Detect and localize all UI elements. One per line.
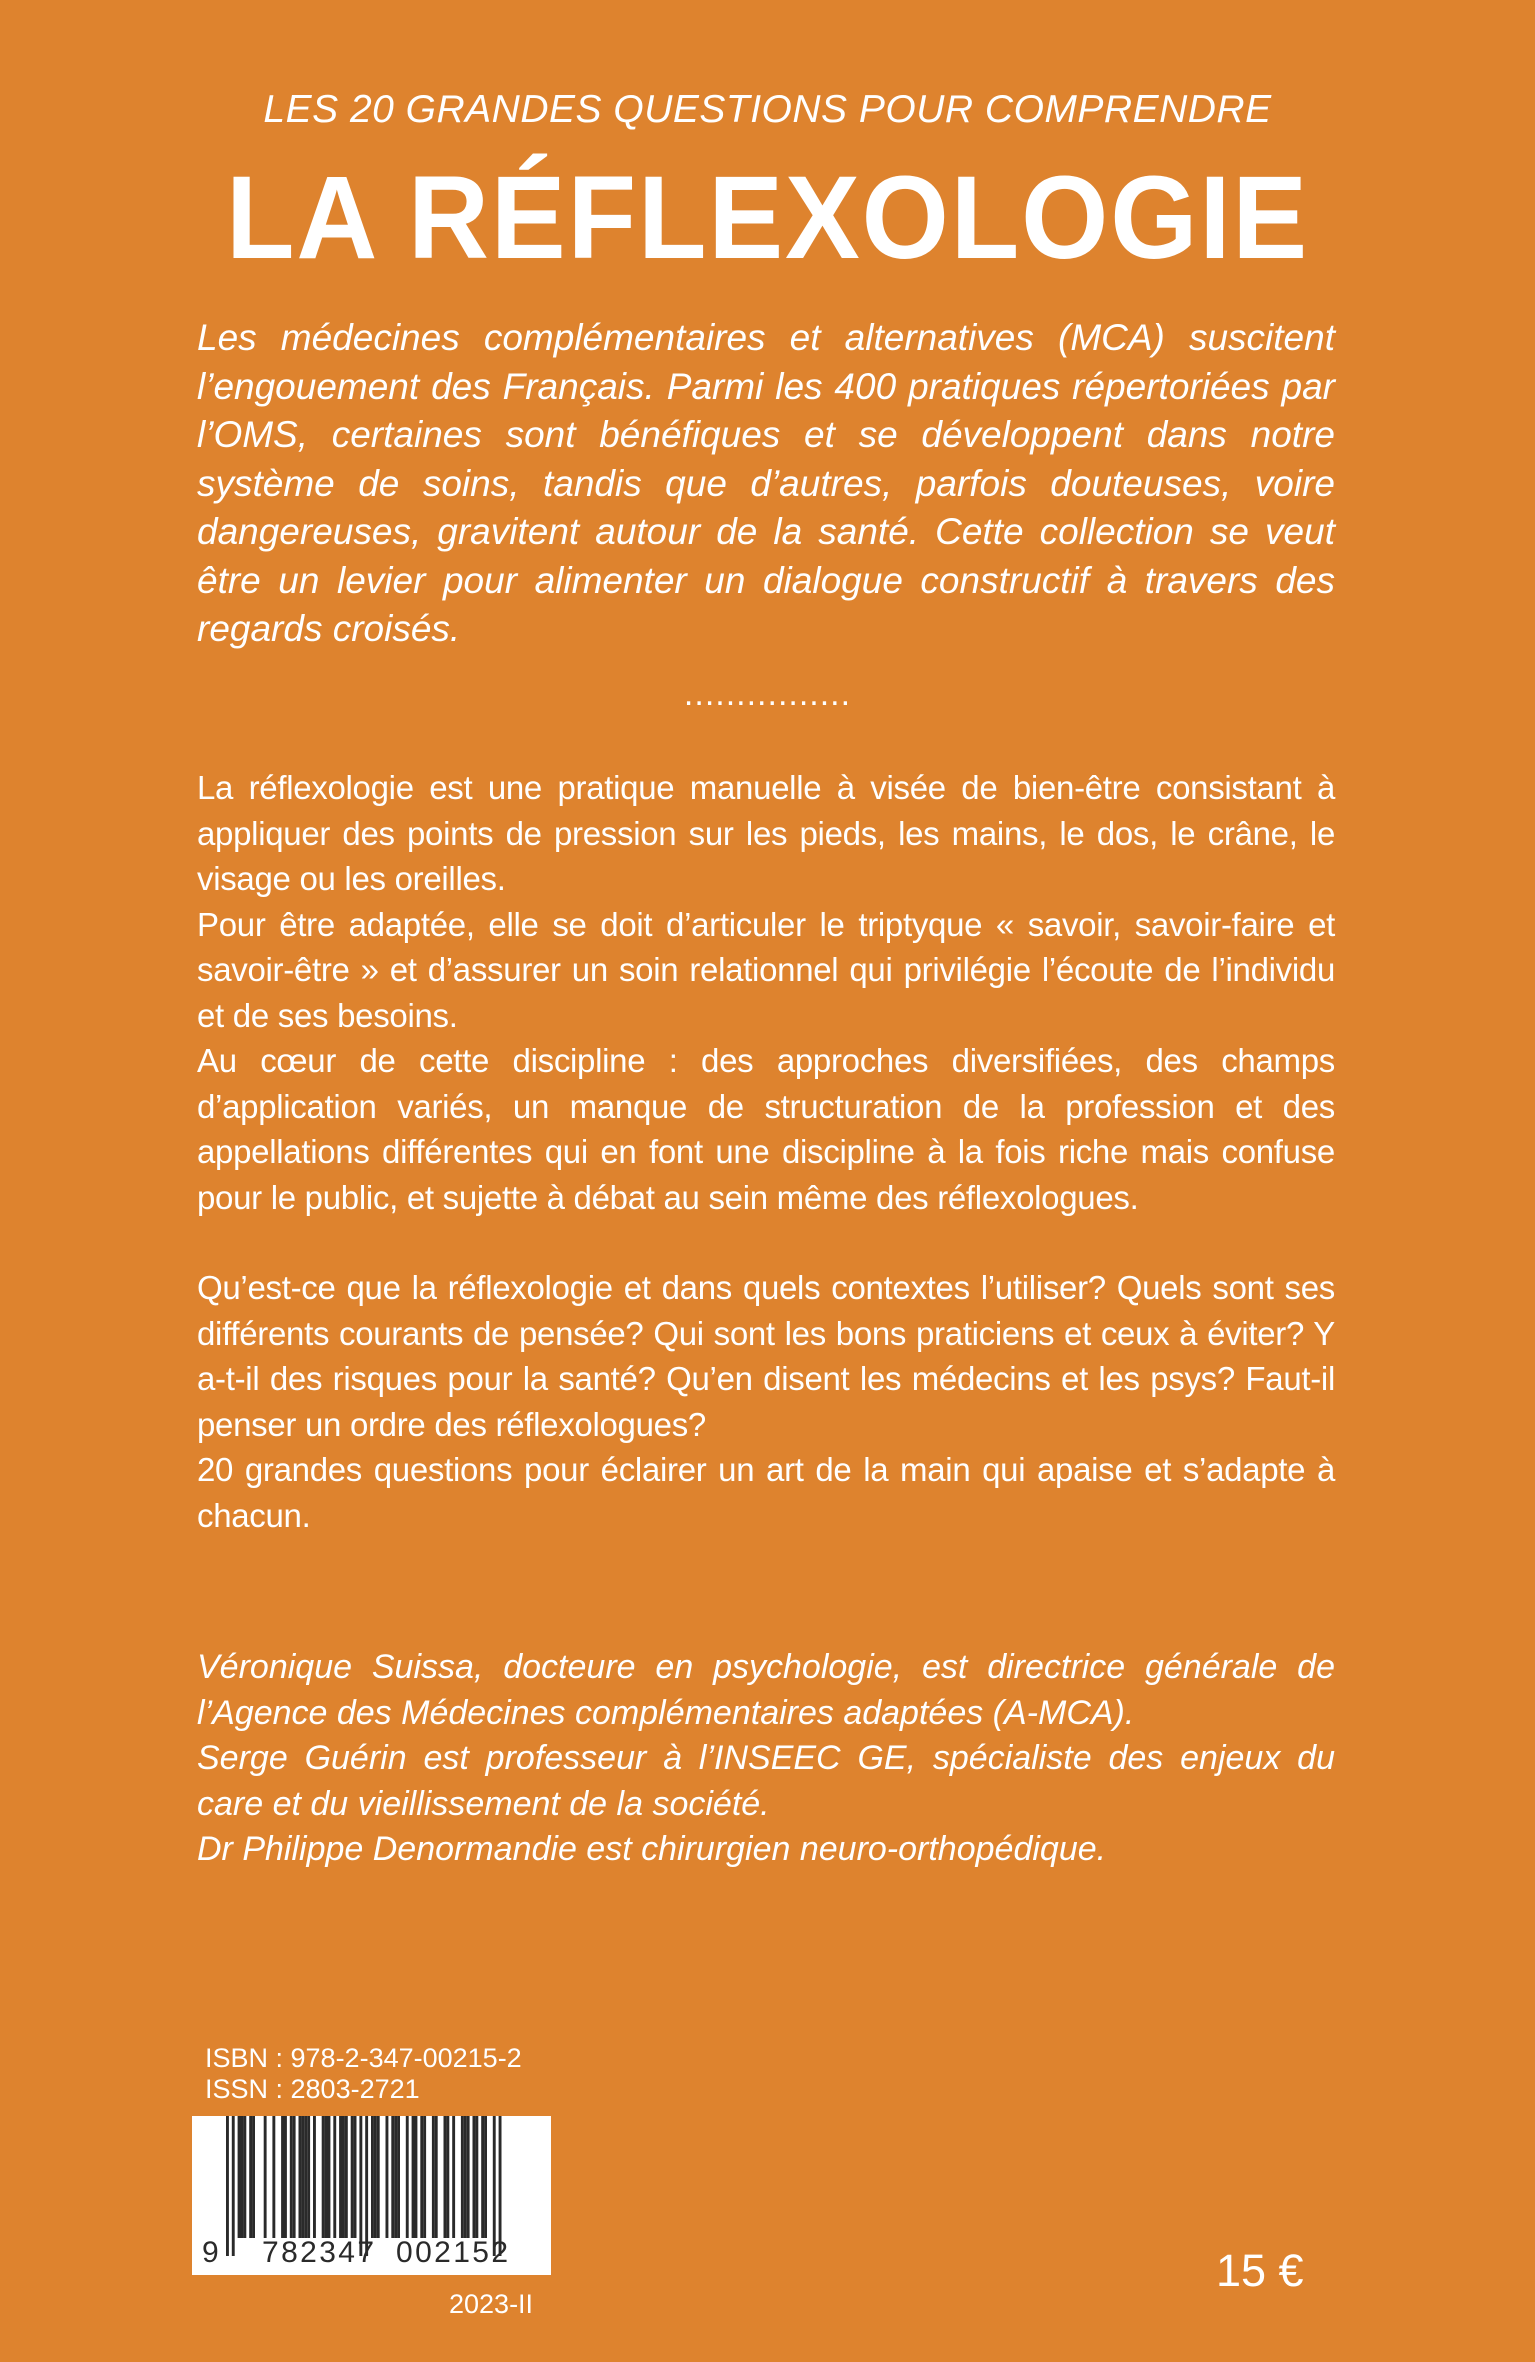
barcode-bar — [475, 2116, 478, 2238]
barcode-bar — [493, 2116, 496, 2256]
barcode-bar — [345, 2116, 348, 2238]
barcode-bar — [351, 2116, 354, 2238]
barcode-bar — [333, 2116, 336, 2238]
barcode-bar — [446, 2116, 449, 2238]
description-paragraph: La réflexologie est une pratique manuelle à visée de bien-être consistant à appliquer des points de pression sur les pieds, les mains, le dos, le crâne, le visage ou les oreilles. — [197, 769, 1335, 897]
barcode-bar — [499, 2116, 502, 2256]
barcode-bar — [241, 2116, 244, 2238]
barcode-bar — [461, 2116, 464, 2238]
barcode-bar — [328, 2116, 331, 2238]
series-title: LES 20 GRANDES QUESTIONS POUR COMPRENDRE — [263, 88, 1272, 131]
barcode-bar — [342, 2116, 345, 2238]
barcode-bar — [377, 2116, 380, 2238]
barcode-bar — [304, 2116, 307, 2238]
barcode-bar — [444, 2116, 447, 2238]
barcode-bar — [264, 2116, 267, 2238]
barcode-bar — [397, 2116, 400, 2238]
barcode-bar — [432, 2116, 435, 2238]
barcode-bar — [243, 2116, 246, 2238]
author-bio: Serge Guérin est professeur à l’INSEEC GE, spécialiste des enjeux du care et du vieillissement de la société. — [197, 1739, 1335, 1823]
edition-code: 2023-II — [449, 2289, 534, 2319]
barcode-bar — [249, 2116, 252, 2238]
barcode-bar — [339, 2116, 342, 2238]
description-paragraph: Qu’est-ce que la réflexologie et dans quels contextes l’utiliser? Quels sont ses différents courants de pensée? Qui sont les bons praticiens et ceux à éviter? Y a-t-il des risques pour la santé? Qu’en disent les médecins et les psys? Faut-il penser un ordre des réflexologues? — [197, 1269, 1335, 1443]
barcode-left-digits: 782347 — [262, 2236, 374, 2269]
book-title: LA RÉFLEXOLOGIE — [225, 152, 1310, 284]
description-paragraph: Au cœur de cette discipline : des approches diversifiées, des champs d’application variés, un manque de structuration de la profession et des appellations différentes qui en font une discipline à la fois riche mais confuse pour le public, et sujette à débat au sein même des réflexologues. — [197, 1042, 1335, 1216]
barcode-first-digit: 9 — [202, 2236, 219, 2269]
barcode — [192, 2116, 551, 2275]
isbn: ISBN : 978-2-347-00215-2 — [205, 2043, 522, 2073]
barcode-bar — [365, 2116, 368, 2256]
book-description — [197, 765, 1335, 1538]
barcode-bar — [484, 2116, 487, 2238]
barcode-bar — [406, 2116, 409, 2238]
barcode-bar — [481, 2116, 484, 2238]
barcode-bars — [192, 2116, 551, 2275]
barcode-bar — [374, 2116, 377, 2238]
collection-intro: Les médecines complémentaires et alternatives (MCA) suscitent l’engouement des Français. Parmi les 400 pratiques répertoriées par l’OMS, certaines sont bénéfiques et se développent dans notre système de soins, tandis que d’autres, parfois douteuses, voire dangereuses, gravitent autour de la santé. Cette collection se veut être un levier pour alimenter un dialogue constructif à travers des regards croisés. — [197, 317, 1335, 649]
barcode-bar — [307, 2116, 310, 2238]
barcode-bar — [272, 2116, 275, 2238]
description-paragraph: 20 grandes questions pour éclairer un art de la main qui apaise et s’adapte à chacun. — [197, 1451, 1335, 1534]
author-bio: Véronique Suissa, docteure en psychologie, est directrice générale de l’Agence des Médecines complémentaires adaptées (A-MCA). — [197, 1648, 1335, 1732]
barcode-bar — [299, 2116, 302, 2238]
barcode-bar — [301, 2116, 304, 2238]
barcode-bar — [238, 2116, 241, 2238]
barcode-bar — [423, 2116, 426, 2238]
barcode-right-digits: 002152 — [396, 2236, 508, 2269]
barcode-bar — [281, 2116, 284, 2238]
author-bios — [197, 1645, 1335, 1873]
barcode-bar — [371, 2116, 374, 2238]
barcode-bar — [412, 2116, 415, 2238]
author-bio: Dr Philippe Denormandie est chirurgien neuro-orthopédique. — [197, 1830, 1107, 1868]
barcode-bar — [325, 2116, 328, 2238]
barcode-bar — [313, 2116, 316, 2238]
barcode-bar — [391, 2116, 394, 2238]
barcode-bar — [473, 2116, 476, 2238]
barcode-bar — [464, 2116, 467, 2238]
issn: ISSN : 2803-2721 — [205, 2074, 420, 2104]
barcode-bar — [284, 2116, 287, 2238]
barcode-bar — [386, 2116, 389, 2238]
separator-dots: ................ — [683, 675, 852, 713]
barcode-bar — [252, 2116, 255, 2238]
barcode-bar — [359, 2116, 362, 2256]
barcode-bar — [435, 2116, 438, 2238]
barcode-bar — [467, 2116, 470, 2238]
barcode-bar — [394, 2116, 397, 2238]
barcode-bar — [354, 2116, 357, 2238]
description-paragraph: Pour être adaptée, elle se doit d’articuler le triptyque « savoir, savoir-faire et savoir-être » et d’assurer un soin relationnel qui privilégie l’écoute de l’individu et de ses besoins. — [197, 905, 1335, 1034]
identifiers — [205, 2043, 522, 2105]
barcode-bar — [452, 2116, 455, 2238]
barcode-bar — [232, 2116, 235, 2256]
barcode-bar — [415, 2116, 418, 2238]
barcode-bar — [420, 2116, 423, 2238]
barcode-bar — [290, 2116, 293, 2238]
barcode-bar — [226, 2116, 229, 2256]
barcode-bar — [322, 2116, 325, 2238]
price: 15 € — [1216, 2245, 1304, 2296]
barcode-bar — [293, 2116, 296, 2238]
